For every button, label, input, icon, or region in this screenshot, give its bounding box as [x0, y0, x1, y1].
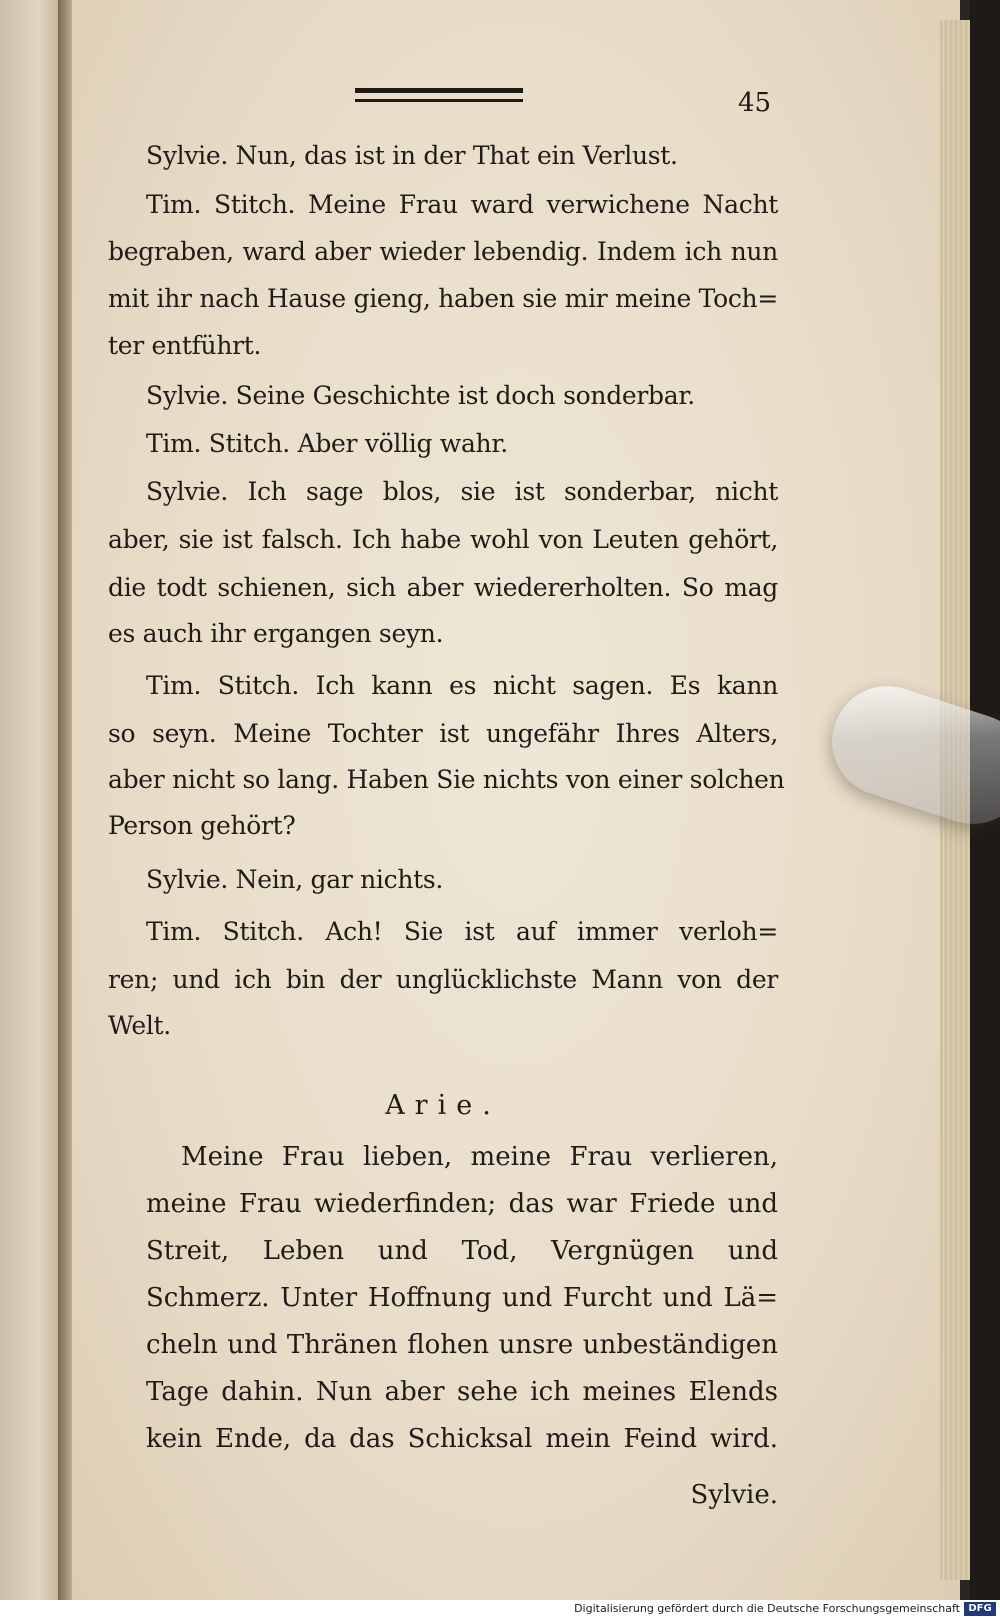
- aria-line: meine Frau wiederfinden; das war Friede und: [146, 1189, 778, 1219]
- footer-credit-bar: [0, 1600, 1000, 1619]
- page-number: 45: [738, 88, 772, 118]
- text-line: ter entführt.: [108, 331, 262, 360]
- text-line: Sylvie. Seine Geschichte ist doch sonderbar.: [146, 381, 695, 410]
- header-rule: [355, 88, 523, 102]
- footer-credit: Digitalisierung gefördert durch die Deutsche Forschungsgemeinschaft: [574, 1602, 960, 1615]
- text-line: begraben, ward aber wieder lebendig. Indem ich nun: [108, 237, 778, 266]
- text-line: Sylvie. Nein, gar nichts.: [146, 865, 444, 894]
- aria-line: Streit, Leben und Tod, Vergnügen und: [146, 1236, 778, 1266]
- text-line: Sylvie. Ich sage blos, sie ist sonderbar, nicht: [146, 477, 778, 506]
- text-line: Tim. Stitch. Ach! Sie ist auf immer verloh=: [146, 917, 778, 946]
- aria-line: Tage dahin. Nun aber sehe ich meines Elends: [146, 1377, 778, 1407]
- aria-line: cheln und Thränen flohen unsre unbeständigen: [146, 1330, 778, 1360]
- dfg-logo: DFG: [964, 1602, 996, 1616]
- text-line: Welt.: [108, 1011, 171, 1040]
- text-line: aber, sie ist falsch. Ich habe wohl von Leuten gehört,: [108, 525, 778, 554]
- text-line: es auch ihr ergangen seyn.: [108, 619, 444, 648]
- text-line: mit ihr nach Hause gieng, haben sie mir meine Toch=: [108, 284, 778, 313]
- aria-title: Arie.: [385, 1090, 501, 1121]
- text-line: aber nicht so lang. Haben Sie nichts von einer solchen: [108, 765, 785, 794]
- text-line: Tim. Stitch. Ich kann es nicht sagen. Es kann: [146, 671, 778, 700]
- aria-line: Schmerz. Unter Hoffnung und Furcht und Lä=: [146, 1283, 778, 1313]
- text-line: Tim. Stitch. Aber völlig wahr.: [146, 429, 508, 458]
- aria-line: kein Ende, da das Schicksal mein Feind wird.: [146, 1424, 778, 1454]
- text-line: so seyn. Meine Tochter ist ungefähr Ihres Alters,: [108, 719, 778, 748]
- text-line: Sylvie. Nun, das ist in der That ein Verlust.: [146, 141, 678, 170]
- text-line: Person gehört?: [108, 811, 296, 840]
- text-line: die todt schienen, sich aber wiedererholten. So mag: [108, 573, 778, 602]
- catchword: Sylvie.: [690, 1480, 778, 1510]
- aria-line: Meine Frau lieben, meine Frau verlieren,: [181, 1142, 778, 1172]
- text-line: Tim. Stitch. Meine Frau ward verwichene Nacht: [146, 190, 778, 219]
- text-line: ren; und ich bin der unglücklichste Mann von der: [108, 965, 778, 994]
